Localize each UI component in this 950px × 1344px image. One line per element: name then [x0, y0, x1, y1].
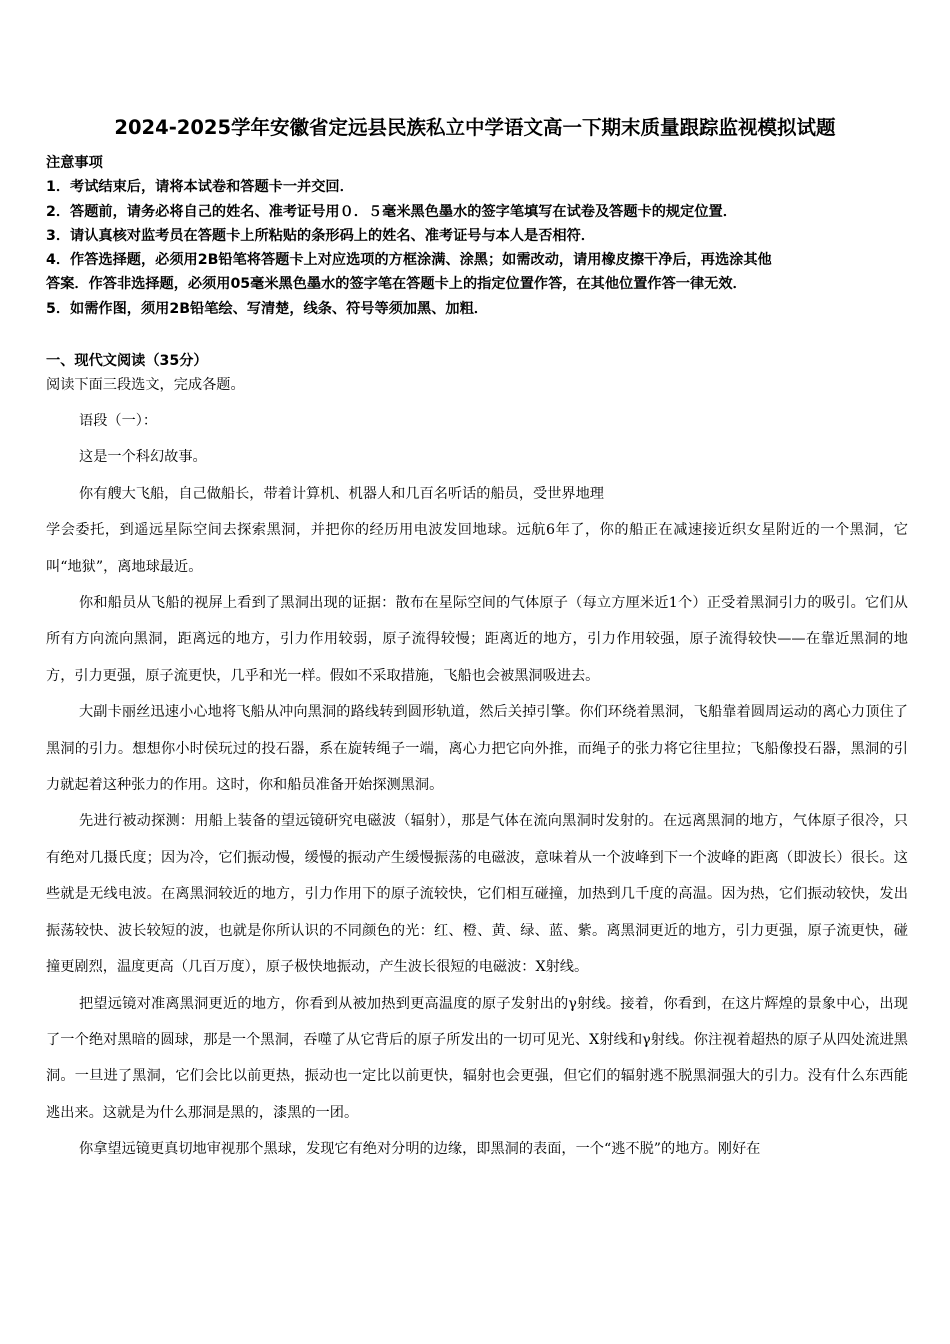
segment-label: 语段（一）：: [79, 413, 158, 429]
passage-line-2: 学会委托，到遥远星际空间去探索黑洞，并把你的经历用电波发回地球。远航6年了，你的船正在减速接近织女星附近的一个黑洞，它叫“地狱”，离地球最近。: [46, 522, 908, 575]
section-title: 一、现代文阅读（35分）: [46, 353, 208, 369]
passage-paragraph: 你拿望远镜更真切地审视那个黑球，发现它有绝对分明的边缘，即黑洞的表面，一个“逃不脱”的地方。刚好在: [79, 1141, 761, 1158]
notice-item-4: 4．作答选择题，必须用2B铅笔将答题卡上对应选项的方框涂满、涂黑；如需改动，请用橡皮擦干净后，再选涂其他: [46, 252, 772, 269]
notice-item-4-cont: 答案．作答非选择题，必须用05毫米黑色墨水的签字笔在答题卡上的指定位置作答，在其他位置作答一律无效．: [46, 276, 747, 293]
section-instruction: 阅读下面三段选文，完成各题。: [46, 377, 245, 393]
passage-line-1: 你有艘大飞船，自己做船长，带着计算机、机器人和几百名听话的船员，受世界地理: [79, 485, 604, 502]
exam-title: 2024-2025学年安徽省定远县民族私立中学语文高一下期末质量跟踪监视模拟试题: [114, 116, 836, 139]
passage-paragraph: 先进行被动探测：用船上装备的望远镜研究电磁波（辐射），那是气体在流向黑洞时发射的。在远离黑洞的地方，气体原子很冷，只有绝对几摄氏度；因为冷，它们振动慢，缓慢的振动产生缓慢振荡的电磁波，意味着从一个波峰到下一个波峰的距离（即波长）很长。这些就是无线电波。在离黑洞较近的地方，引力作用下的原子流较快，它们相互碰撞，加热到几千度的高温。因为热，它们振动较快，发出振荡较快、波长较短的波，也就是你所认识的不同颜色的光：红、橙、黄、绿、蓝、紫。离黑洞更近的地方，引力更强，原子流更快，碰撞更剧烈，温度更高（几百万度），原子极快地振动，产生波长很短的电磁波：X射线。: [46, 813, 908, 976]
passage-paragraph: 你和船员从飞船的视屏上看到了黑洞出现的证据：散布在星际空间的气体原子（每立方厘米近1个）正受着黑洞引力的吸引。它们从所有方向流向黑洞，距离远的地方，引力作用较弱，原子流得较慢；距离近的地方，引力作用较强，原子流得较快——在靠近黑洞的地方，引力更强，原子流更快，几乎和光一样。假如不采取措施，飞船也会被黑洞吸进去。: [46, 595, 908, 684]
passage-paragraph: 把望远镜对准离黑洞更近的地方，你看到从被加热到更高温度的原子发射出的γ射线。接着，你看到，在这片辉煌的景象中心，出现了一个绝对黑暗的圆球，那是一个黑洞，吞噬了从它背后的原子所发出的一切可见光、X射线和γ射线。你注视着超热的原子从四处流进黑洞。一旦进了黑洞，它们会比以前更热，振动也一定比以前更快，辐射也会更强，但它们的辐射逃不脱黑洞强大的引力。没有什么东西能逃出来。这就是为什么那洞是黑的，漆黑的一团。: [46, 995, 908, 1121]
notice-item-3: 3．请认真核对监考员在答题卡上所粘贴的条形码上的姓名、准考证号与本人是否相符．: [46, 227, 595, 244]
notice-item-2: 2．答题前，请务必将自己的姓名、准考证号用０．５毫米黑色墨水的签字笔填写在试卷及答题卡的规定位置．: [46, 203, 737, 220]
passage-paragraph: 大副卡丽丝迅速小心地将飞船从冲向黑洞的路线转到圆形轨道，然后关掉引擎。你们环绕着黑洞，飞船靠着圆周运动的离心力顶住了黑洞的引力。想想你小时侯玩过的投石器，系在旋转绳子一端，离心力把它向外推，而绳子的张力将它往里拉；飞船像投石器，黑洞的引力就起着这种张力的作用。这时，你和船员准备开始探测黑洞。: [46, 704, 908, 794]
notice-item-5: 5．如需作图，须用2B铅笔绘、写清楚，线条、符号等须加黑、加粗．: [46, 300, 488, 317]
section-header: [46, 349, 245, 397]
notice-block: [46, 151, 916, 321]
notice-item-1: 1．考试结束后，请将本试卷和答题卡一并交回．: [46, 179, 354, 196]
notice-heading: 注意事项: [46, 155, 103, 171]
passage: [46, 403, 908, 1168]
passage-intro: 这是一个科幻故事。: [79, 449, 207, 466]
